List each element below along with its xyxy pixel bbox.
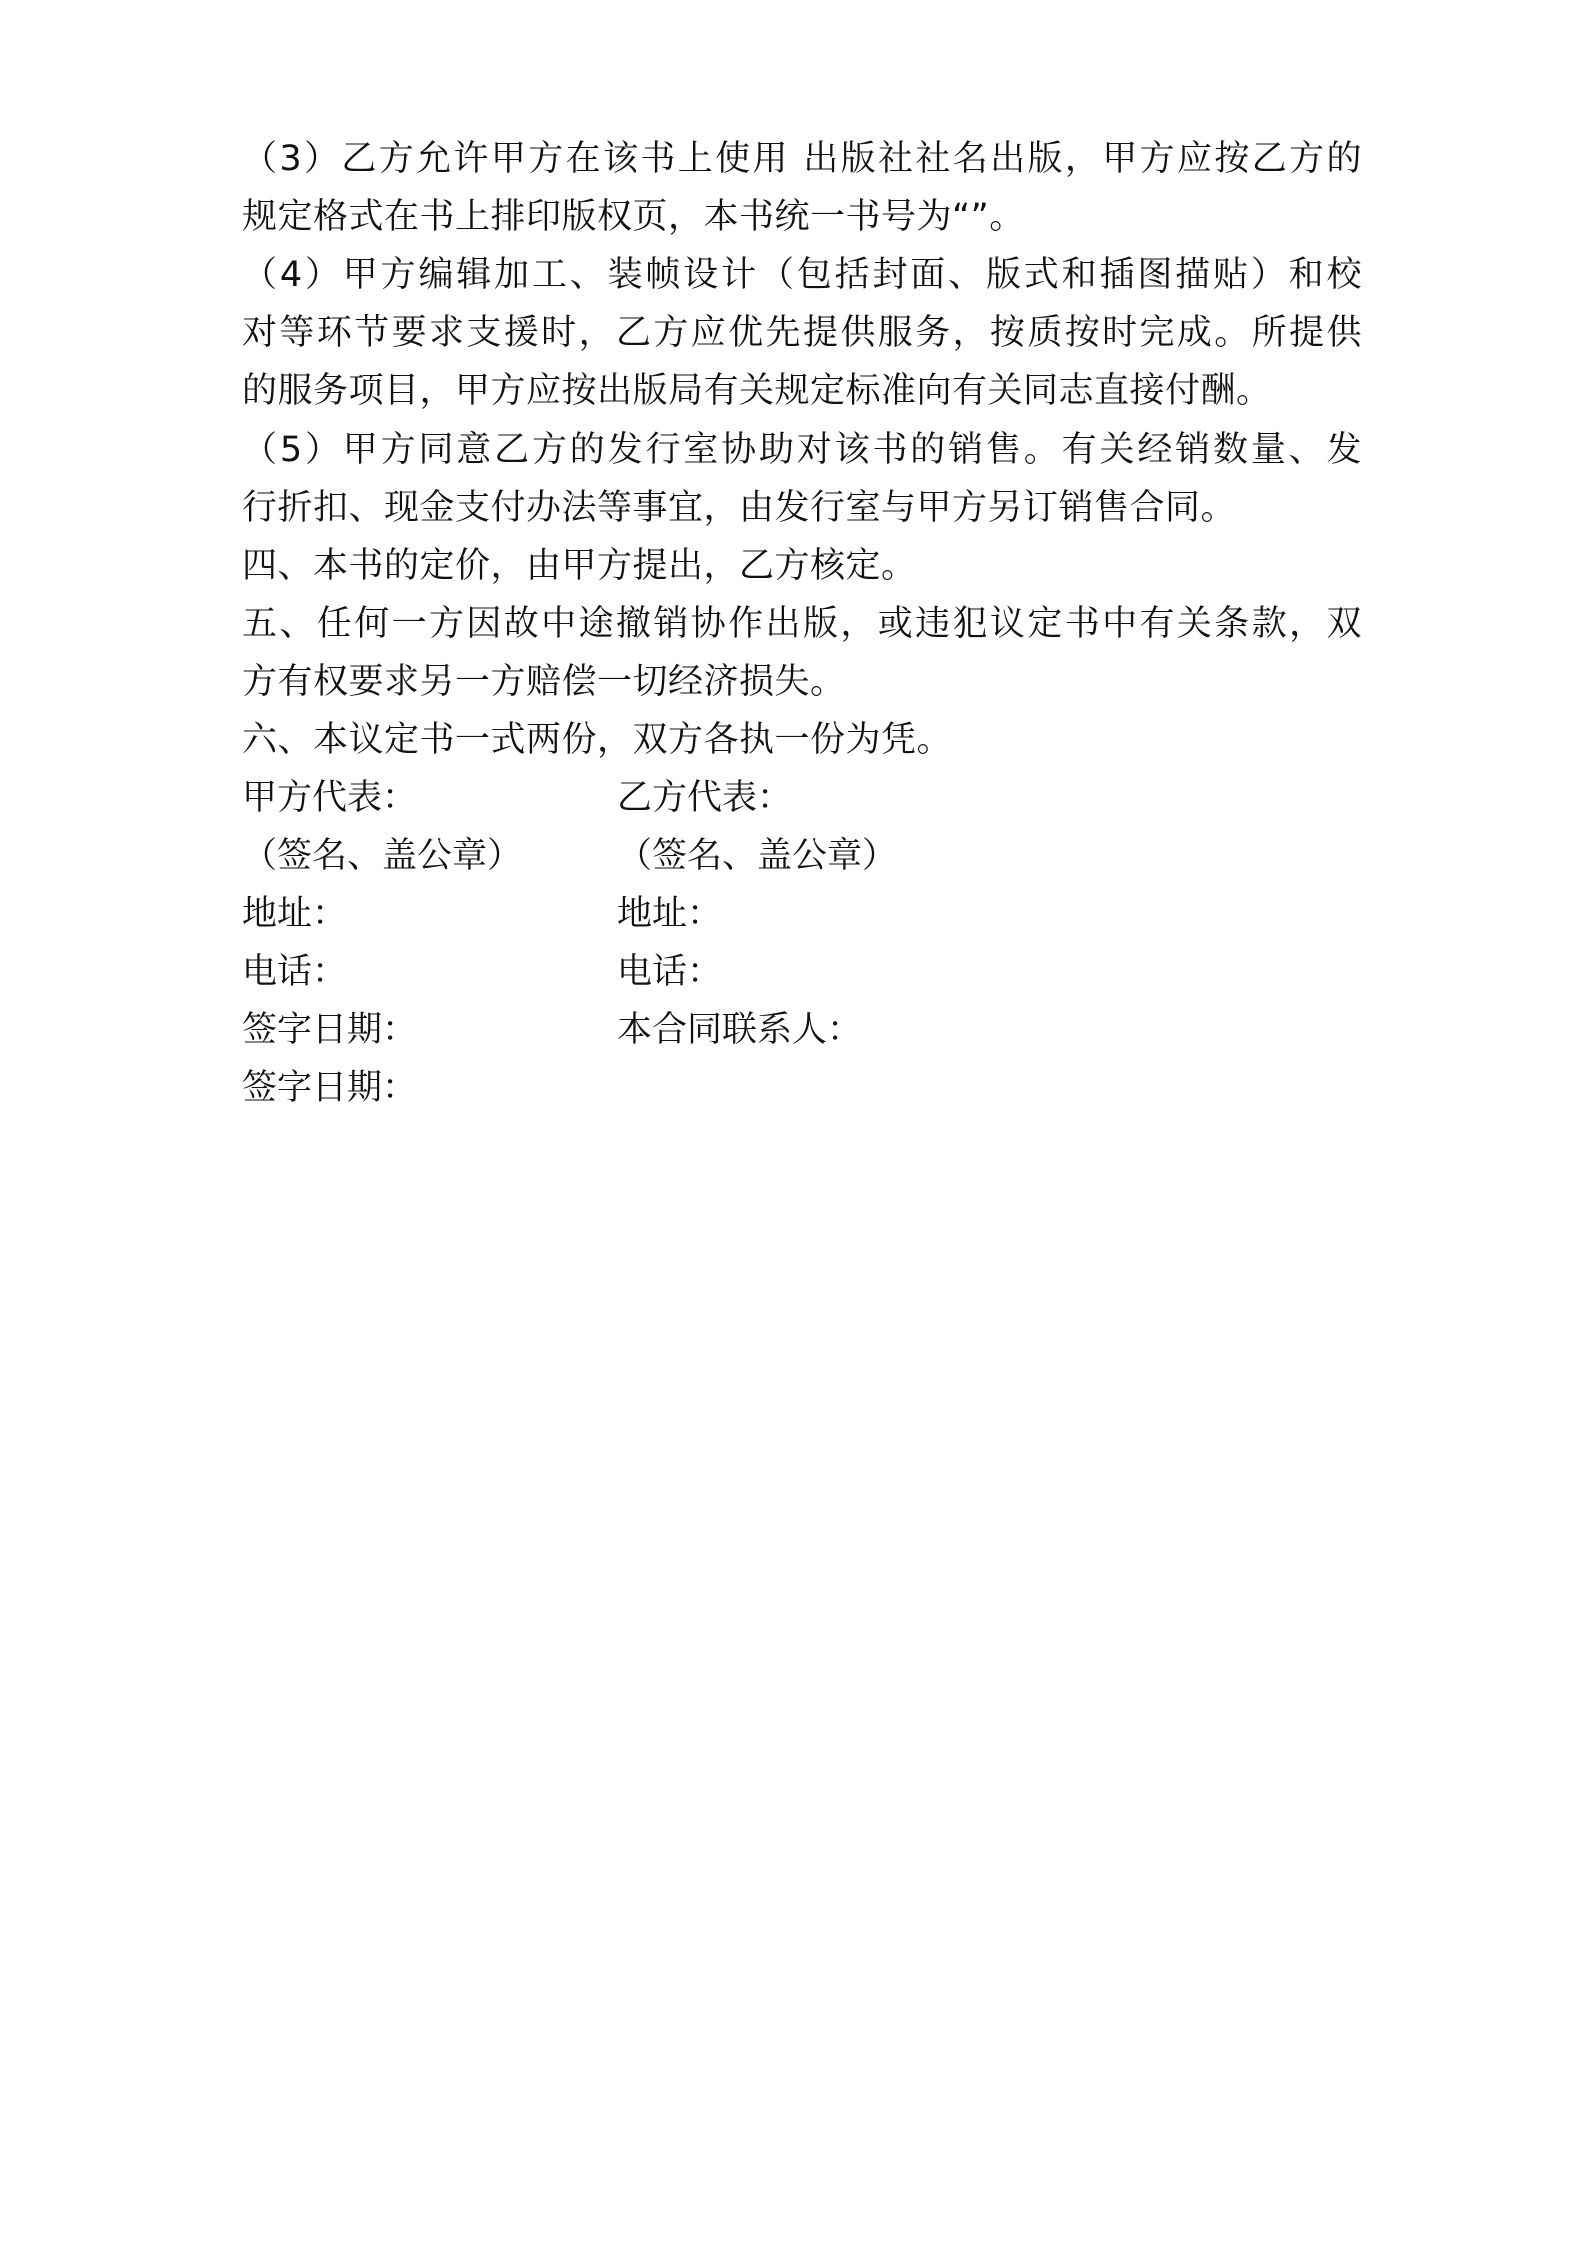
party-b-phone-label: 电话： bbox=[617, 952, 723, 992]
party-a-sign-date-label: 签字日期： bbox=[242, 1010, 418, 1050]
clause-5-line-1: （5）甲方同意乙方的发行室协助对该书的销售。有关经销数量、发 bbox=[242, 430, 1362, 470]
article-6: 六、本议定书一式两份，双方各执一份为凭。 bbox=[242, 720, 953, 760]
party-b-address-label: 地址： bbox=[617, 894, 723, 934]
clause-4-line-3: 的服务项目，甲方应按出版局有关规定标准向有关同志直接付酬。 bbox=[242, 371, 1272, 411]
signature-row-address bbox=[242, 892, 1362, 936]
party-b-representative-label: 乙方代表： bbox=[617, 778, 793, 818]
article-5-line-2: 方有权要求另一方赔偿一切经济损失。 bbox=[242, 662, 846, 702]
clause-5-line-2: 行折扣、现金支付办法等事宜，由发行室与甲方另订销售合同。 bbox=[242, 488, 1237, 528]
clause-3-line-1: （3）乙方允许甲方在该书上使用 出版社社名出版，甲方应按乙方的 bbox=[242, 139, 1362, 179]
signature-row-representatives bbox=[242, 776, 1362, 820]
clause-4-line-2: 对等环节要求支援时，乙方应优先提供服务，按质按时完成。所提供 bbox=[242, 313, 1362, 353]
party-a-representative-label: 甲方代表： bbox=[242, 778, 418, 818]
signature-row-date-contact bbox=[242, 1008, 1362, 1052]
party-a-sign-seal-label: （签名、盖公章） bbox=[242, 836, 523, 876]
clause-4-line-1: （4）甲方编辑加工、装帧设计（包括封面、版式和插图描贴）和校 bbox=[242, 255, 1362, 295]
contract-contact-label: 本合同联系人： bbox=[617, 1010, 863, 1050]
article-4: 四、本书的定价，由甲方提出，乙方核定。 bbox=[242, 546, 917, 586]
party-a-address-label: 地址： bbox=[242, 894, 348, 934]
signature-row-phone bbox=[242, 950, 1362, 994]
party-b-sign-date-label: 签字日期： bbox=[242, 1068, 418, 1108]
signature-row-date-b bbox=[242, 1066, 1362, 1110]
party-a-phone-label: 电话： bbox=[242, 952, 348, 992]
article-5-line-1: 五、任何一方因故中途撤销协作出版，或违犯议定书中有关条款，双 bbox=[242, 604, 1362, 644]
party-b-sign-seal-label: （签名、盖公章） bbox=[617, 836, 898, 876]
signature-row-seal bbox=[242, 834, 1362, 878]
clause-3-line-2: 规定格式在书上排印版权页，本书统一书号为“”。 bbox=[242, 197, 1025, 237]
